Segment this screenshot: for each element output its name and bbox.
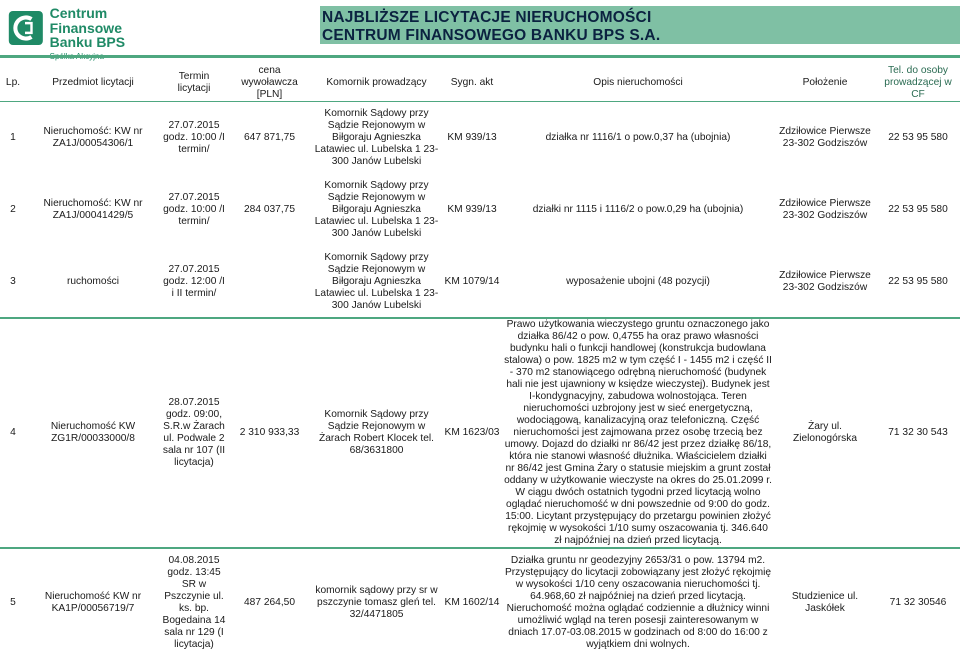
cell-termin: 28.07.2015 godz. 09:00, S.R.w Żarach ul. Podwale 2 sala nr 107 (II licytacja) [160,318,228,548]
cell-termin: 27.07.2015 godz. 12:00 /I i II termin/ [160,246,228,318]
cell-cena: 647 871,75 [244,131,295,143]
cell-lp: 5 [10,597,16,608]
table-row [0,173,960,246]
cell-polozenie: Zdziłowice Pierwsze 23-302 Godziszów [779,125,871,149]
cell-polozenie: Zdziłowice Pierwsze 23-302 Godziszów [779,197,871,221]
cell-lp: 2 [10,203,16,215]
cell-cena: 2 310 933,33 [228,318,311,548]
cell-sygn: KM 1079/14 [442,246,502,318]
cell-tel: 22 53 95 580 [876,246,960,318]
logo-name-line1: Centrum Finansowe [49,5,122,36]
cell-lp: 3 [0,246,26,318]
col-header-przedmiot: Przedmiot licytacji [26,64,160,102]
cell-polozenie: Zdziłowice Pierwsze 23-302 Godziszów [774,246,876,318]
cell-tel: 71 32 30 543 [876,318,960,548]
cell-cena [228,246,311,318]
page-subtitle: CENTRUM FINANSOWEGO BANKU BPS S.A. [322,27,661,44]
cell-komornik: komornik sądowy przy sr w pszczynie tomasz gleń tel. 32/4471805 [315,585,438,620]
page-header [0,0,960,55]
page-title: NAJBLIŻSZE LICYTACJE NIERUCHOMOŚCI [322,9,652,26]
cell-lp: 1 [10,131,16,143]
logo-icon [8,6,44,50]
cell-przedmiot: Nieruchomość KW nr KA1P/00056719/7 [44,591,142,614]
cell-termin: 27.07.2015 godz. 10:00 /I termin/ [163,119,225,155]
cell-opis: działka nr 1116/1 o pow.0,37 ha (ubojnia) [545,131,731,143]
cell-tel: 71 32 30546 [889,597,947,608]
col-header-tel: Tel. do osoby prowadzącej w CF [876,64,960,102]
cell-opis: Prawo użytkowania wieczystego gruntu oznaczonego jako działka 86/42 o pow. 0,4755 ha oraz prawo własności budynku hali o funkcji handlowej (konstrukcja budowlana stalowa) o pow. 1825 m2 w tym część I - 1455 m2 i część II - 370 m2 stanowiącego odrębną nieruchomość (budynek hali nie jest ujawniony w księdze wieczystej). Budynek jest I-kondygnacyjny, zabudowa wolnostojąca. Teren nieruchomości uzbrojony jest w sieć energetyczną, wodociągową, kanalizacyjną oraz telefoniczną. Część nieruchomości jest zajmowana przez osobę trzecią bez umowy. Dojazd do działki nr 86/42 jest przez działkę 86/18, która nie stanowi własność dłużnika. Właścicielem działki nr 86/42 jest Gmina Żary o statusie miejskim a grunt został oddany w użytkowanie wieczyste na okres do 25.01.2099 r. W ciągu dwóch ostatnich tygodni przed licytacją wolno oglądać nieruchomość w dni powszednie od 9:00 do godz. 15:00. Licytant przystępujący do przetargu powinien złożyć rękojmię w wysokości 1/10 sumy oszacowania tj. 346.640 zł najpóźniej na dzień przed licytacją. [502,318,774,548]
cell-sygn: KM 1602/14 [444,597,500,608]
cell-sygn: KM 1623/03 [442,318,502,548]
cell-przedmiot: ruchomości [26,246,160,318]
col-header-polozenie: Położenie [774,64,876,102]
table-row [0,246,960,318]
title-bar [319,6,960,44]
cell-cena: 487 264,50 [244,597,295,608]
table-header-row [0,64,960,102]
cell-lp: 4 [0,318,26,548]
table-row [0,102,960,174]
table-row [0,318,960,548]
col-header-termin: Termin licytacji [160,64,228,102]
col-header-opis: Opis nieruchomości [502,64,774,102]
cell-termin: 04.08.2015 godz. 13:45 SR w Pszczynie ul. ks. bp. Bogedaina 14 sala nr 129 (I licytacja) [162,555,226,650]
cell-komornik: Komornik Sądowy przy Sądzie Rejonowym w Biłgoraju Agnieszka Latawiec ul. Lubelska 1 23-300 Janów Lubelski [314,107,439,167]
col-header-komornik: Komornik prowadzący [311,64,442,102]
company-logo [8,6,158,52]
cell-termin: 27.07.2015 godz. 10:00 /I termin/ [163,191,225,227]
col-header-lp: Lp. [0,64,26,102]
cell-sygn: KM 939/13 [447,203,497,215]
cell-komornik: Komornik Sądowy przy Sądzie Rejonowym w Biłgoraju Agnieszka Latawiec ul. Lubelska 1 23-300 Janów Lubelski [311,246,442,318]
cell-przedmiot: Nieruchomość: KW nr ZA1J/00041429/5 [43,197,143,221]
logo-name-line2: Banku BPS [49,34,126,51]
table-row [0,548,960,657]
auction-table [0,64,960,657]
cell-przedmiot: Nieruchomość: KW nr ZA1J/00054306/1 [43,125,143,149]
cell-opis: Działka gruntu nr geodezyjny 2653/31 o pow. 13794 m2. Przystępujący do licytacji zobowiązany jest złożyć rękojmię w wysokości 1/10 ceny oszacowania nieruchomości tj. 64.968,60 zł najpóźniej na dzień przed licytacją. Nieruchomość można oglądać codziennie a dłużnicy winni umożliwić wgląd na teren posesji zainteresowanym w dniach 17.07-03.08.2015 w godzinach od 8:00 do 16:00 z wyjątkiem dni wolnych. [504,555,772,650]
cell-sygn: KM 939/13 [447,131,497,143]
col-header-sygn: Sygn. akt [442,64,502,102]
col-header-cena: cena wywoławcza [PLN] [228,64,311,102]
cell-opis: działki nr 1115 i 1116/2 o pow.0,29 ha (ubojnia) [532,203,744,215]
cell-cena: 284 037,75 [244,203,295,215]
cell-przedmiot: Nieruchomość KW ZG1R/00033000/8 [26,318,160,548]
cell-opis: wyposażenie ubojni (48 pozycji) [502,246,774,318]
cell-polozenie: Żary ul. Zielonogórska [774,318,876,548]
cell-polozenie: Studzienice ul. Jaskółek [791,591,859,614]
cell-tel: 22 53 95 580 [888,131,948,143]
header-divider [0,55,960,58]
cell-komornik: Komornik Sądowy przy Sądzie Rejonowym w Żarach Robert Klocek tel. 68/3631800 [311,318,442,548]
cell-komornik: Komornik Sądowy przy Sądzie Rejonowym w Biłgoraju Agnieszka Latawiec ul. Lubelska 1 23-300 Janów Lubelski [314,179,439,239]
cell-tel: 22 53 95 580 [888,203,948,215]
